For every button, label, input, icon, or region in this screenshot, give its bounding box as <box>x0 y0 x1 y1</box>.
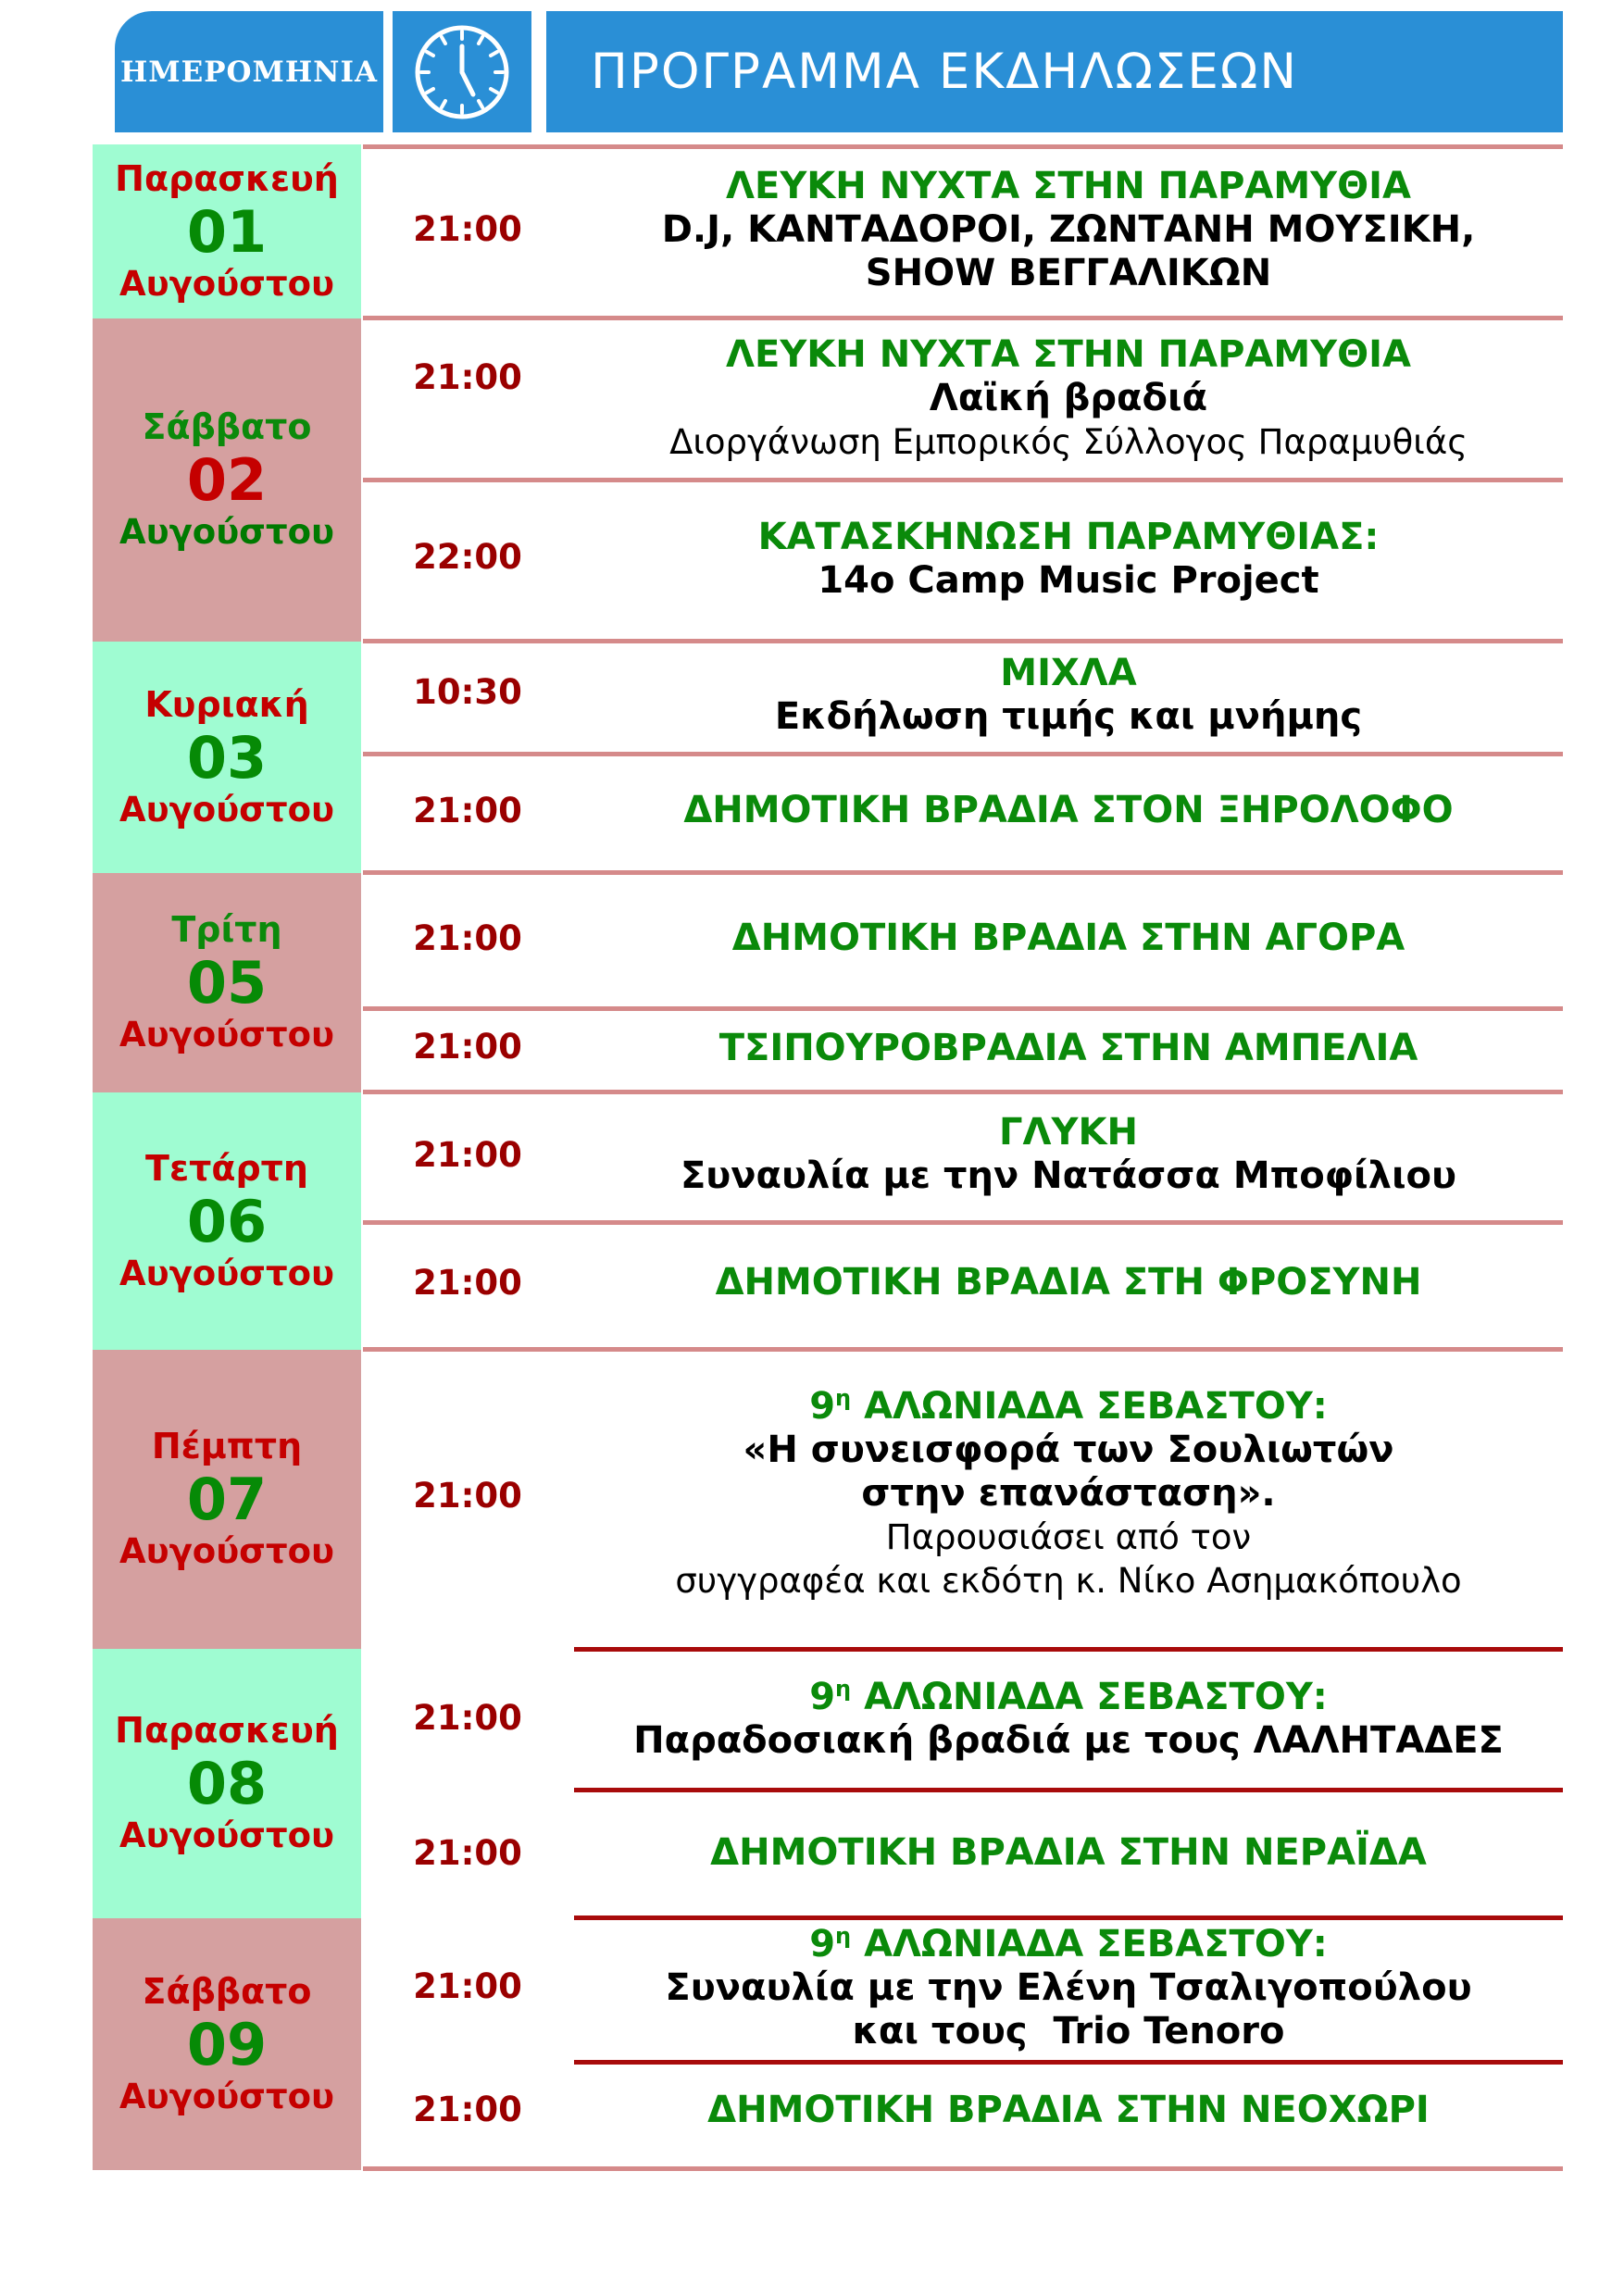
event-title <box>574 1676 1563 1719</box>
row-divider <box>574 1788 1563 1792</box>
event-title: ΔΗΜΟΤΙΚΗ ΒΡΑΔΙΑ ΣΤΟΝ ΞΗΡΟΛΟΦΟ <box>683 789 1454 831</box>
edition-number: 9 <box>809 1385 836 1428</box>
clock-icon <box>412 22 512 122</box>
event-time: 21:00 <box>413 1698 522 1738</box>
event-organizer: Διοργάνωση Εμπορικός Σύλλογος Παραμυθιάς <box>669 422 1468 462</box>
day-number: 06 <box>186 1187 268 1255</box>
event-time: 22:00 <box>413 537 522 577</box>
day-name: Πέμπτη <box>151 1426 303 1467</box>
day-name: Παρασκευή <box>115 1710 339 1752</box>
event-time: 21:00 <box>413 1476 522 1516</box>
day-number: 02 <box>186 446 268 514</box>
program-title-header <box>546 11 1563 132</box>
row-divider <box>363 1220 1563 1225</box>
row-divider <box>363 1006 1563 1011</box>
event-line: Παραδοσιακή βραδιά με τους ΛΑΛΗΤΑΔΕΣ <box>633 1719 1504 1762</box>
event-line: και τους Trio Tenoro <box>852 2010 1285 2053</box>
event-title: ΓΛΥΚΗ <box>999 1111 1138 1154</box>
event-time: 21:00 <box>413 918 522 958</box>
event-title-text: ΑΛΩΝΙΑΔΑ ΣΕΒΑΣΤΟΥ: <box>864 1923 1328 1965</box>
event-time: 21:00 <box>413 209 522 249</box>
row-divider <box>363 870 1563 875</box>
event-presenter: Παρουσιάσει από τον <box>885 1517 1252 1557</box>
event-description <box>574 789 1563 832</box>
day-cell <box>93 1918 361 2170</box>
row-divider <box>363 639 1563 643</box>
day-name: Κυριακή <box>144 683 309 725</box>
event-title: ΤΣΙΠΟΥΡΟΒΡΑΔΙΑ ΣΤΗΝ ΑΜΠΕΛΙΑ <box>718 1027 1418 1069</box>
event-description <box>574 1261 1563 1304</box>
day-month: Αυγούστου <box>119 1531 335 1572</box>
day-name: Τετάρτη <box>145 1147 308 1189</box>
day-number: 05 <box>186 949 268 1017</box>
event-line: στην επανάσταση». <box>861 1472 1276 1515</box>
event-line: 14ο Camp Music Project <box>818 559 1319 602</box>
event-description <box>574 1111 1563 1198</box>
event-time: 21:00 <box>413 1966 522 2006</box>
day-number: 07 <box>186 1466 268 1533</box>
event-title: ΚΑΤΑΣΚΗΝΩΣΗ ΠΑΡΑΜΥΘΙΑΣ: <box>757 516 1380 558</box>
event-title: ΔΗΜΟΤΙΚΗ ΒΡΑΔΙΑ ΣΤΗΝ ΑΓΟΡΑ <box>731 917 1405 959</box>
row-divider <box>363 752 1563 756</box>
event-time: 21:00 <box>413 2090 522 2129</box>
event-title: ΜΙΧΛΑ <box>1000 652 1137 694</box>
day-cell <box>93 144 361 318</box>
ordinal-suffix: η <box>835 1923 852 1949</box>
event-time: 21:00 <box>413 1135 522 1175</box>
day-month: Αυγούστου <box>119 1015 335 1055</box>
event-time: 21:00 <box>413 791 522 830</box>
day-month: Αυγούστου <box>119 789 335 830</box>
event-title: ΔΗΜΟΤΙΚΗ ΒΡΑΔΙΑ ΣΤΗΝ ΝΕΟΧΩΡΙ <box>707 2089 1430 2131</box>
day-number: 01 <box>186 197 268 266</box>
event-line: D.J, ΚΑΝΤΑΔΟΡΟΙ, ΖΩΝΤΑΝΗ ΜΟΥΣΙΚΗ, <box>661 208 1476 251</box>
day-cell <box>93 873 361 1092</box>
event-line: Συναυλία με την Ελένη Τσαλιγοπούλου <box>665 1966 1472 2009</box>
event-line: «Η συνεισφορά των Σουλιωτών <box>743 1429 1394 1471</box>
event-time: 21:00 <box>413 1027 522 1067</box>
event-description <box>574 1027 1563 1070</box>
event-line: Εκδήλωση τιμής και μνήμης <box>774 695 1363 738</box>
event-description <box>574 333 1563 464</box>
row-divider <box>363 316 1563 320</box>
day-name: Σάββατο <box>142 406 312 448</box>
date-header-label: ΗΜΕΡΟΜΗΝΙΑ <box>119 55 379 89</box>
event-description <box>574 1676 1563 1763</box>
row-divider <box>363 2166 1563 2171</box>
day-month: Αυγούστου <box>119 512 335 553</box>
event-title <box>574 1923 1563 1966</box>
edition-number: 9 <box>809 1923 836 1965</box>
day-cell <box>93 318 361 642</box>
event-time: 10:30 <box>413 672 522 712</box>
day-month: Αυγούστου <box>119 263 335 304</box>
day-month: Αυγούστου <box>119 2076 335 2116</box>
event-description <box>574 165 1563 295</box>
ordinal-suffix: η <box>835 1676 852 1702</box>
event-description <box>574 1923 1563 2053</box>
row-divider <box>574 1647 1563 1652</box>
event-time: 21:00 <box>413 1833 522 1873</box>
row-divider <box>574 2060 1563 2065</box>
event-title: ΛΕΥΚΗ ΝΥΧΤΑ ΣΤΗΝ ΠΑΡΑΜΥΘΙΑ <box>726 165 1411 207</box>
day-name: Τρίτη <box>171 909 282 951</box>
day-name: Σάββατο <box>142 1970 312 2012</box>
day-name: Παρασκευή <box>115 157 339 199</box>
clock-header <box>393 11 531 132</box>
event-time: 21:00 <box>413 357 522 397</box>
event-title: ΔΗΜΟΤΙΚΗ ΒΡΑΔΙΑ ΣΤΗ ΦΡΟΣΥΝΗ <box>715 1261 1422 1304</box>
row-divider <box>363 1347 1563 1352</box>
event-line: SHOW ΒΕΓΓΑΛΙΚΩΝ <box>865 252 1272 294</box>
event-title-text: ΑΛΩΝΙΑΔΑ ΣΕΒΑΣΤΟΥ: <box>864 1676 1328 1718</box>
day-month: Αυγούστου <box>119 1253 335 1293</box>
date-column-header <box>115 11 383 132</box>
event-description <box>574 516 1563 603</box>
row-divider <box>574 1915 1563 1920</box>
event-line: Λαϊκή βραδιά <box>929 377 1208 419</box>
event-description <box>574 2089 1563 2132</box>
day-cell <box>93 1092 361 1350</box>
day-month: Αυγούστου <box>119 1816 335 1856</box>
event-description <box>574 652 1563 739</box>
event-description <box>574 1831 1563 1875</box>
row-divider <box>363 1090 1563 1094</box>
day-number: 09 <box>186 2010 268 2078</box>
event-line: Συναυλία με την Νατάσσα Μποφίλιου <box>680 1154 1457 1197</box>
row-divider <box>363 478 1563 482</box>
event-time: 21:00 <box>413 1263 522 1303</box>
event-title: ΔΗΜΟΤΙΚΗ ΒΡΑΔΙΑ ΣΤΗΝ ΝΕΡΑΪΔΑ <box>710 1831 1427 1874</box>
day-number: 08 <box>186 1750 268 1817</box>
page-title: ΠΡΟΓΡΑΜΜΑ ΕΚΔΗΛΩΣΕΩΝ <box>591 44 1299 100</box>
day-cell <box>93 1649 361 1918</box>
edition-number: 9 <box>809 1676 836 1718</box>
day-cell <box>93 1350 361 1649</box>
event-title <box>574 1385 1563 1429</box>
event-title-text: ΑΛΩΝΙΑΔΑ ΣΕΒΑΣΤΟΥ: <box>864 1385 1328 1428</box>
day-number: 03 <box>186 723 268 792</box>
event-description <box>574 1385 1563 1603</box>
ordinal-suffix: η <box>835 1385 852 1411</box>
row-divider <box>363 144 1563 149</box>
day-cell <box>93 642 361 873</box>
event-presenter: συγγραφέα και εκδότη κ. Νίκο Ασημακόπουλο <box>675 1561 1462 1601</box>
event-description <box>574 917 1563 960</box>
event-title: ΛΕΥΚΗ ΝΥΧΤΑ ΣΤΗΝ ΠΑΡΑΜΥΘΙΑ <box>726 333 1411 376</box>
